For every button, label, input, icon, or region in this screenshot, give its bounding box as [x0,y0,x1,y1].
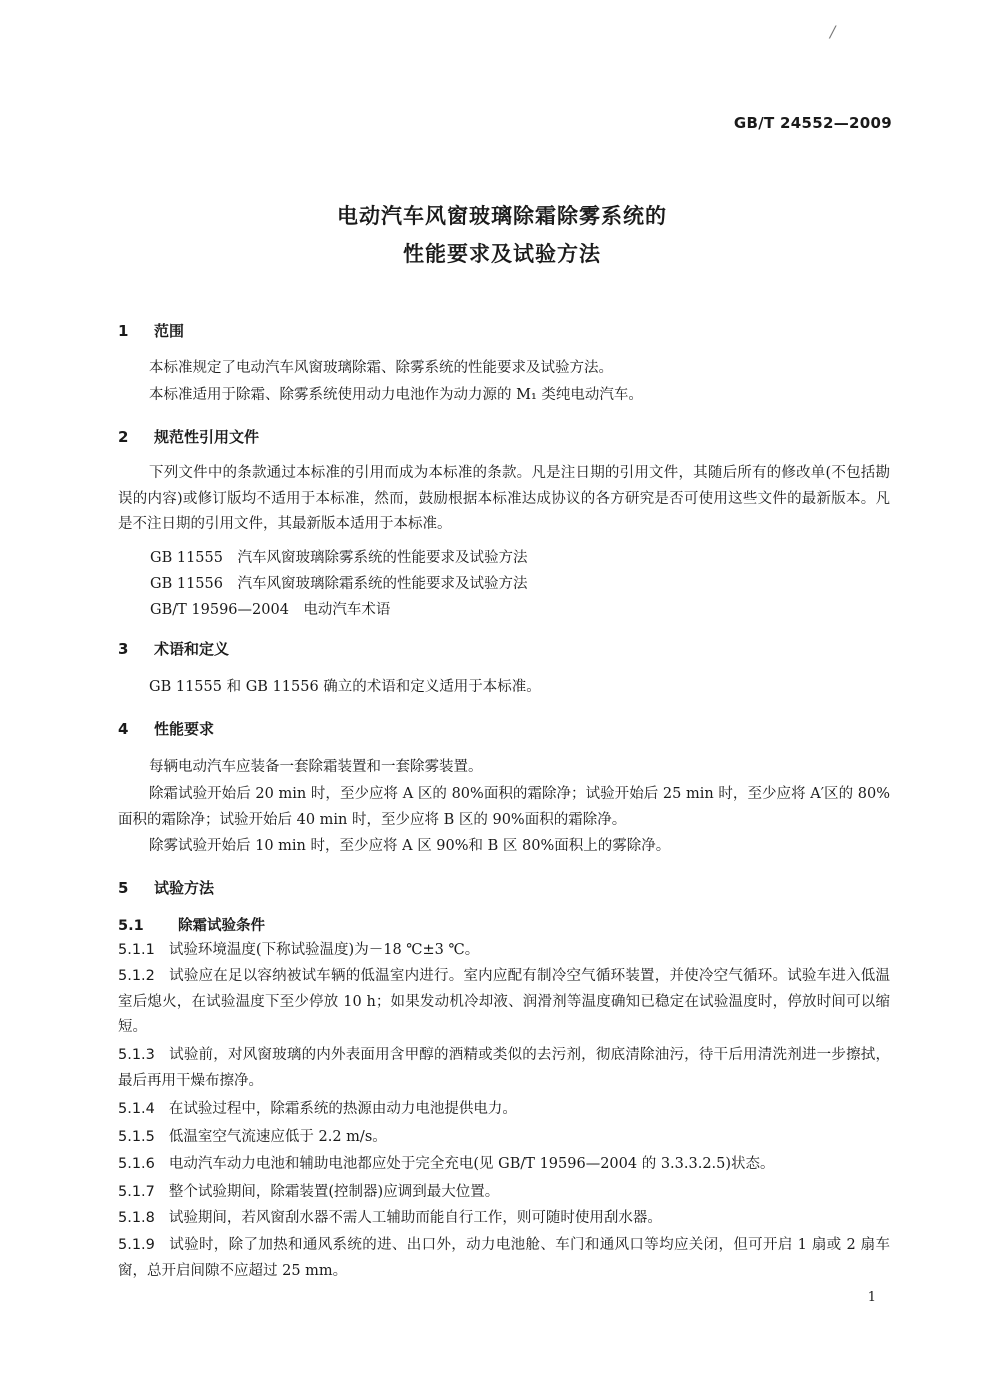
clause-number: 5.1.3 [118,1047,155,1063]
section-4-heading [118,718,214,739]
clause-item [118,1097,890,1123]
standard-number: GB/T 24552—2009 [733,114,892,132]
clause-number: 5.1.6 [118,1156,155,1172]
clause-text: 电动汽车动力电池和辅助电池都应处于完全充电(见 GB/T 19596—2004 的 3.3.3.2.5)状态。 [168,1156,775,1172]
section-number: 1 [118,322,129,340]
section-1-paragraph-1: 本标准规定了电动汽车风窗玻璃除霜、除雾系统的性能要求及试验方法。 [149,360,613,376]
page-number: 1 [867,1290,876,1305]
section-title: 术语和定义 [154,640,230,658]
clause-text: 试验应在足以容纳被试车辆的低温室内进行。室内应配有制冷空气循环装置，并使冷空气循环。试验车进入低温室后熄火，在试验温度下至少停放 10 h；如果发动机冷却液、润滑剂等温度确知已稳定在试验温度时，停放时间可以缩短。 [118,968,890,1035]
section-2-heading [118,426,259,447]
section-number: 4 [118,720,129,738]
section-4-paragraph-2: 除霜试验开始后 20 min 时，至少应将 A 区的 80%面积的霜除净；试验开始后 25 min 时，至少应将 A′区的 80%面积的霜除净；试验开始后 40 min 时，至少应将 B 区的 90%面积的霜除净。 [118,786,890,828]
clause-text: 低温室空气流速应低于 2.2 m/s。 [168,1129,387,1145]
section-2-paragraph: 下列文件中的条款通过本标准的引用而成为本标准的条款。凡是注日期的引用文件，其随后所有的修改单(不包括勘误的内容)或修订版均不适用于本标准，然而，鼓励根据本标准达成协议的各方研究是否可使用这些文件的最新版本。凡是不注日期的引用文件，其最新版本适用于本标准。 [118,465,890,532]
section-5-heading [118,877,214,898]
reference-gb11555: GB 11555 汽车风窗玻璃除雾系统的性能要求及试验方法 [150,550,528,566]
clause-number: 5.1.4 [118,1101,155,1117]
clause-item [118,1233,890,1284]
reference-gbt19596: GB/T 19596—2004 电动汽车术语 [150,602,391,618]
clause-number: 5.1.5 [118,1129,155,1145]
clause-number: 5.1.8 [118,1210,155,1226]
section-number: 5 [118,879,129,897]
clause-text: 在试验过程中，除霜系统的热源由动力电池提供电力。 [168,1101,517,1117]
subsection-5-1-heading [118,914,265,935]
reference-gb11556: GB 11556 汽车风窗玻璃除霜系统的性能要求及试验方法 [150,576,528,592]
clause-item [118,1152,890,1178]
document-title-line-2: 性能要求及试验方法 [403,242,601,266]
clause-text: 试验环境温度(下称试验温度)为－18 ℃±3 ℃。 [168,942,480,958]
clause-text: 试验前，对风窗玻璃的内外表面用含甲醇的酒精或类似的去污剂，彻底清除油污，待干后用清洗剂进一步擦拭，最后再用干燥布擦净。 [118,1047,890,1089]
section-4-paragraph-1: 每辆电动汽车应装备一套除霜装置和一套除雾装置。 [149,759,483,775]
clause-item [118,1125,890,1151]
section-title: 范围 [154,322,185,340]
clause-item [118,938,890,964]
section-title: 性能要求 [154,720,215,738]
clause-item [118,964,890,1041]
section-3-paragraph: GB 11555 和 GB 11556 确立的术语和定义适用于本标准。 [149,679,541,695]
clause-number: 5.1.1 [118,942,155,958]
clause-text: 整个试验期间，除霜装置(控制器)应调到最大位置。 [168,1184,500,1200]
clause-item [118,1043,890,1094]
clause-item [118,1206,890,1232]
clause-number: 5.1.2 [118,968,155,984]
document-title-line-1: 电动汽车风窗玻璃除霜除雾系统的 [337,204,667,228]
section-4-paragraph-3: 除雾试验开始后 10 min 时，至少应将 A 区 90%和 B 区 80%面积上的雾除净。 [149,838,671,854]
clause-number: 5.1.9 [118,1237,155,1253]
clause-number: 5.1.7 [118,1184,155,1200]
section-number: 2 [118,428,129,446]
section-1-heading [118,320,184,341]
subsection-title: 除霜试验条件 [178,918,265,934]
section-title: 规范性引用文件 [154,428,260,446]
clause-item [118,1180,890,1206]
section-number: 3 [118,640,129,658]
subsection-number: 5.1 [118,918,144,934]
clause-text: 试验期间，若风窗刮水器不需人工辅助而能自行工作，则可随时使用刮水器。 [168,1210,662,1226]
section-1-paragraph-2: 本标准适用于除霜、除雾系统使用动力电池作为动力源的 M₁ 类纯电动汽车。 [149,387,643,403]
clause-text: 试验时，除了加热和通风系统的进、出口外，动力电池舱、车门和通风口等均应关闭，但可开启 1 扇或 2 扇车窗，总开启间隙不应超过 25 mm。 [118,1237,890,1279]
section-title: 试验方法 [154,879,215,897]
corner-mark: / [830,22,836,41]
section-3-heading [118,638,229,659]
